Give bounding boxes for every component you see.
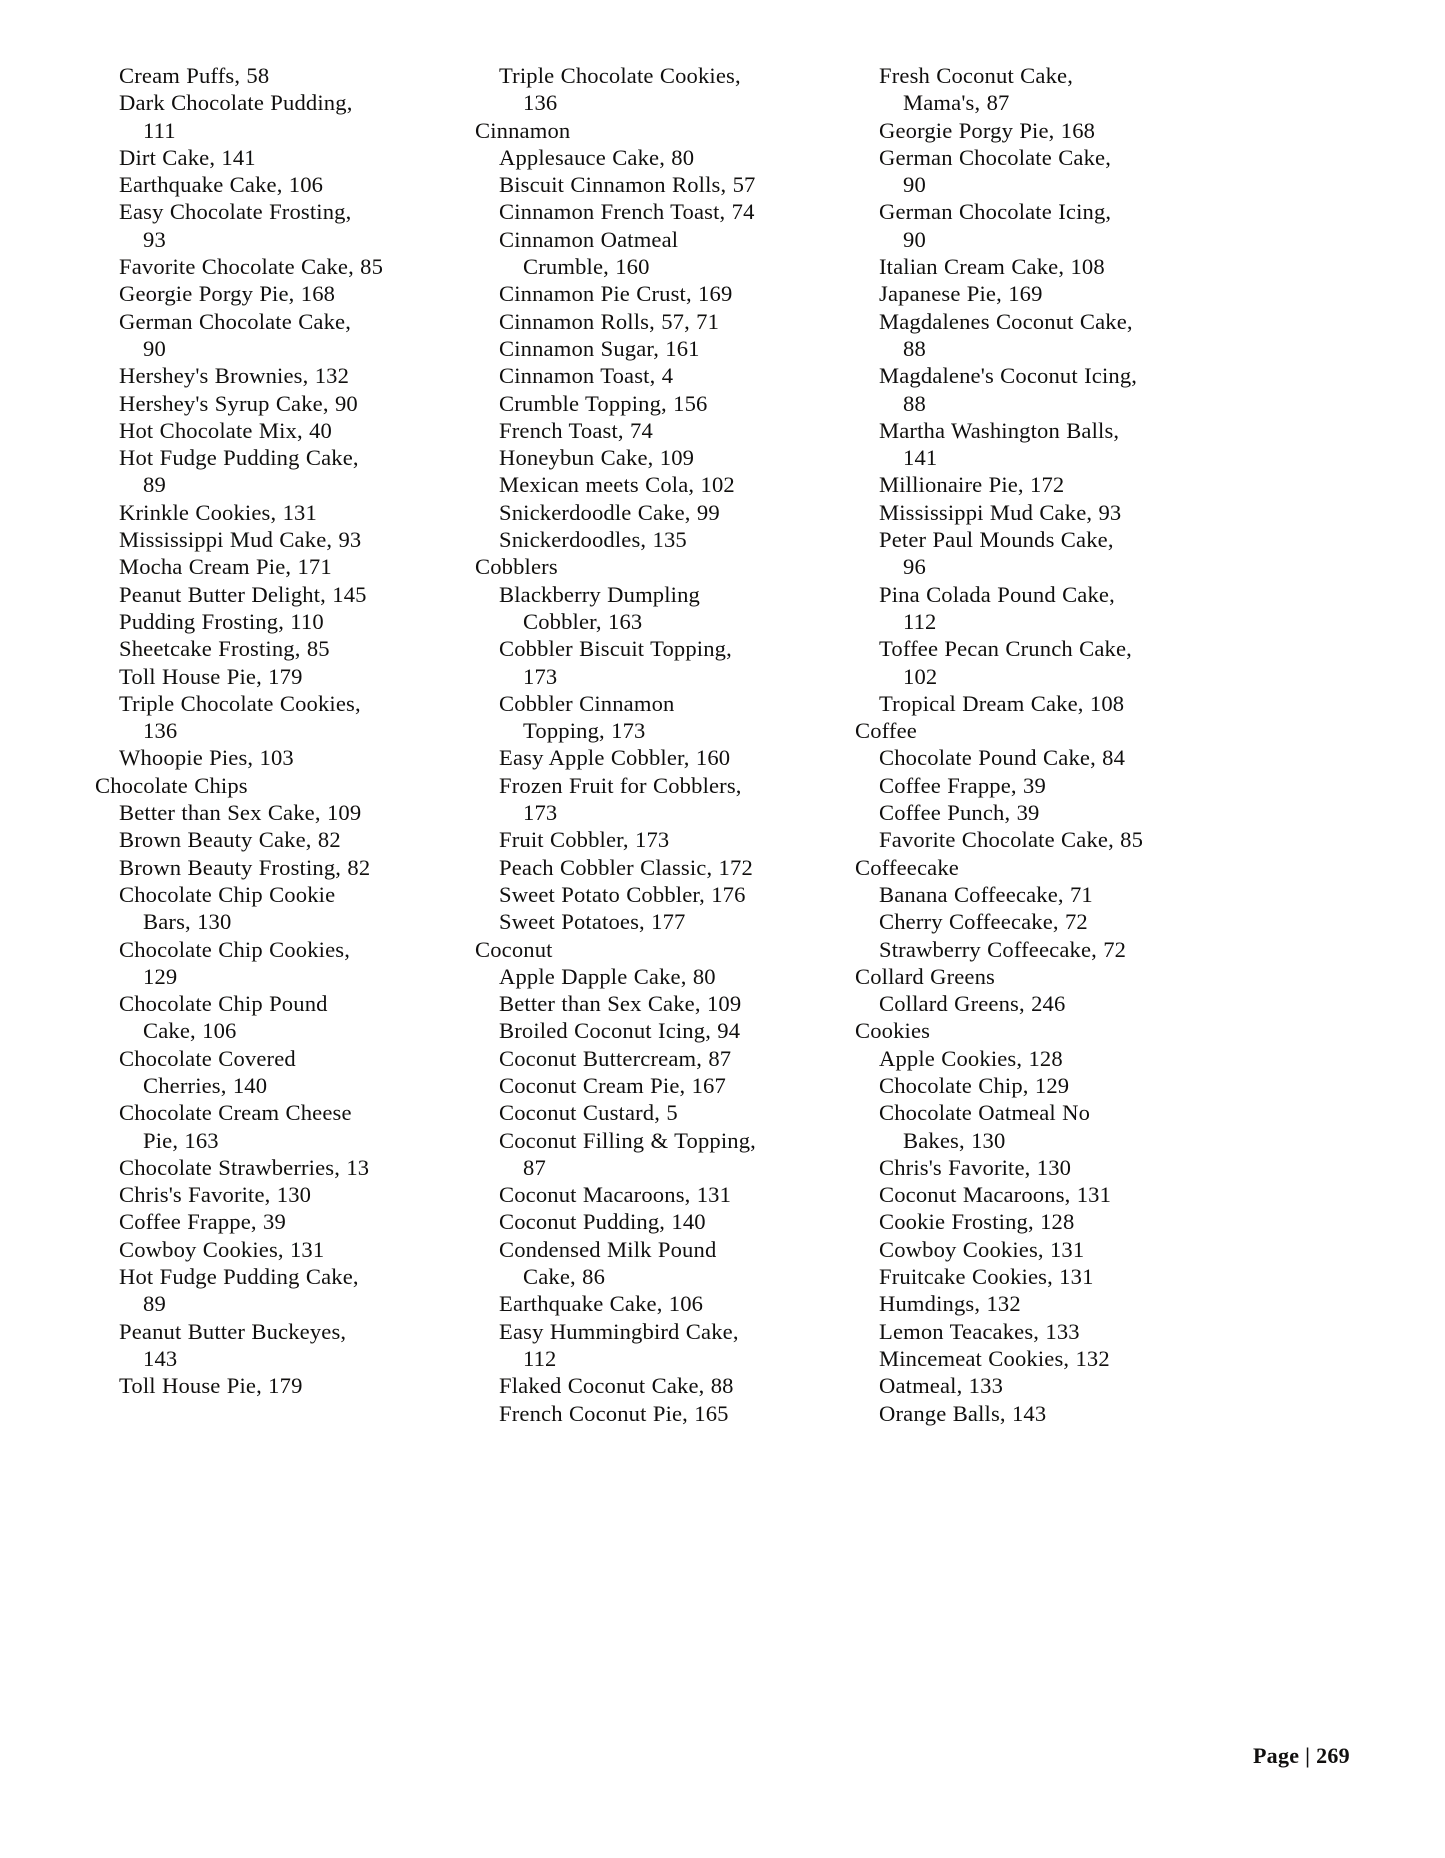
index-entry: [855, 744, 1229, 771]
index-entry-text: Krinkle Cookies, 131: [119, 499, 317, 525]
index-entry-text: Cobbler Cinnamon: [499, 690, 675, 716]
index-entry-continuation: 112: [903, 608, 937, 634]
index-entry: [475, 526, 849, 553]
index-entry: [95, 62, 469, 89]
index-entry-continuation: 112: [523, 1345, 557, 1371]
index-entry: [475, 362, 849, 389]
index-entry-text: Georgie Porgy Pie, 168: [119, 281, 336, 307]
index-entry: [855, 1072, 1229, 1099]
index-entry-text: Millionaire Pie, 172: [879, 472, 1065, 498]
index-entry-continuation: 129: [143, 963, 178, 989]
index-entry: [855, 908, 1229, 935]
index-entry-continuation: Mama's, 87: [903, 90, 1010, 116]
index-entry-text: Fresh Coconut Cake,: [879, 63, 1073, 88]
index-entry-text: Chocolate Chip Pound: [119, 991, 328, 1017]
index-entry-text: Mississippi Mud Cake, 93: [119, 527, 362, 553]
index-entry: [475, 390, 849, 417]
index-entry: [475, 963, 849, 990]
index-entry-text: Cobblers: [475, 554, 558, 580]
index-entry-continuation: 90: [903, 226, 926, 252]
page-footer: Page | 269: [1252, 1743, 1350, 1768]
index-category-heading: [855, 963, 1229, 990]
index-entry: [475, 1400, 849, 1427]
index-entry: [95, 1318, 469, 1373]
index-entry: [475, 1099, 849, 1126]
index-entry-text: Cowboy Cookies, 131: [119, 1236, 325, 1262]
index-entry-continuation: 173: [523, 800, 558, 826]
index-entry-text: Earthquake Cake, 106: [119, 172, 324, 198]
index-entry: [95, 826, 469, 853]
index-entry: [855, 990, 1229, 1017]
index-entry: [855, 1345, 1229, 1372]
index-entry-text: Hershey's Brownies, 132: [119, 363, 350, 389]
index-entry: [475, 581, 849, 636]
index-entry-text: Cinnamon Sugar, 161: [499, 335, 700, 361]
index-entry-text: Toffee Pecan Crunch Cake,: [879, 636, 1132, 662]
index-entry-text: Chocolate Chips: [95, 772, 248, 798]
index-entry-continuation: 88: [903, 390, 926, 416]
index-entry-continuation: 90: [143, 335, 166, 361]
index-entry-text: Georgie Porgy Pie, 168: [879, 117, 1096, 143]
index-entry-text: Martha Washington Balls,: [879, 417, 1120, 443]
index-entry-text: Triple Chocolate Cookies,: [119, 690, 361, 716]
index-entry-text: Collard Greens, 246: [879, 991, 1066, 1017]
index-entry-continuation: 141: [903, 445, 938, 471]
index-entry-continuation: 90: [903, 172, 926, 198]
index-entry-text: Japanese Pie, 169: [879, 281, 1043, 307]
index-entry-text: German Chocolate Cake,: [879, 144, 1112, 170]
index-entry-text: Hershey's Syrup Cake, 90: [119, 390, 358, 416]
index-entry: [855, 1400, 1229, 1427]
index-entry-text: Cobbler Biscuit Topping,: [499, 636, 732, 662]
index-entry: [475, 198, 849, 225]
index-entry-text: Chocolate Chip Cookies,: [119, 936, 350, 962]
index-entry-text: Chris's Favorite, 130: [119, 1182, 312, 1208]
index-entry: [475, 417, 849, 444]
index-entry-continuation: 111: [143, 117, 176, 143]
index-entry-text: German Chocolate Icing,: [879, 199, 1112, 225]
index-entry: [855, 62, 1229, 117]
index-entry-text: Better than Sex Cake, 109: [119, 800, 362, 826]
index-entry: [855, 581, 1229, 636]
index-entry: [475, 826, 849, 853]
index-entry-text: Cherry Coffeecake, 72: [879, 909, 1088, 935]
index-entry: [475, 171, 849, 198]
index-entry-text: Magdalene's Coconut Icing,: [879, 363, 1138, 389]
index-entry-continuation: Crumble, 160: [523, 254, 650, 280]
index-entry: [475, 1017, 849, 1044]
index-entry-text: Snickerdoodles, 135: [499, 527, 687, 553]
index-entry: [95, 990, 469, 1045]
index-entry: [855, 1045, 1229, 1072]
index-entry: [95, 1208, 469, 1235]
index-entry: [855, 799, 1229, 826]
index-entry-text: Sweet Potato Cobbler, 176: [499, 881, 746, 907]
index-entry-text: Hot Chocolate Mix, 40: [119, 417, 332, 443]
index-entry: [855, 526, 1229, 581]
index-entry: [475, 690, 849, 745]
index-entry: [475, 335, 849, 362]
index-entry: [475, 444, 849, 471]
index-entry: [475, 635, 849, 690]
index-entry: [855, 690, 1229, 717]
index-entry-text: Applesauce Cake, 80: [499, 144, 695, 170]
index-entry-continuation: Bakes, 130: [903, 1127, 1006, 1153]
index-entry-text: Easy Hummingbird Cake,: [499, 1318, 739, 1344]
index-entry: [95, 581, 469, 608]
index-entry: [95, 198, 469, 253]
index-entry-text: Coffee Punch, 39: [879, 800, 1040, 826]
index-entry-text: Toll House Pie, 179: [119, 1373, 303, 1399]
index-entry: [95, 854, 469, 881]
index-entry: [95, 1099, 469, 1154]
index-entry-text: Dirt Cake, 141: [119, 144, 256, 170]
index-entry-text: Triple Chocolate Cookies,: [499, 63, 741, 88]
index-entry-text: Fruit Cobbler, 173: [499, 827, 670, 853]
index-entry-text: Cinnamon Oatmeal: [499, 226, 679, 252]
index-entry: [855, 1181, 1229, 1208]
index-entry-text: Orange Balls, 143: [879, 1400, 1047, 1426]
index-entry-text: Coconut: [475, 936, 553, 962]
index-entry-text: Mexican meets Cola, 102: [499, 472, 735, 498]
index-entry-text: Apple Cookies, 128: [879, 1045, 1063, 1071]
index-entry-text: Coffee Frappe, 39: [119, 1209, 286, 1235]
index-entry-text: Chocolate Cream Cheese: [119, 1100, 352, 1126]
index-entry: [475, 772, 849, 827]
index-entry: [855, 280, 1229, 307]
index-entry-text: Cookies: [855, 1018, 931, 1044]
index-entry: [855, 471, 1229, 498]
index-entry: [855, 308, 1229, 363]
index-entry-continuation: Bars, 130: [143, 909, 232, 935]
index-entry-text: Coffee Frappe, 39: [879, 772, 1046, 798]
index-entry: [855, 1099, 1229, 1154]
index-entry-text: Chocolate Oatmeal No: [879, 1100, 1091, 1126]
index-entry: [475, 280, 849, 307]
index-entry-text: Hot Fudge Pudding Cake,: [119, 1264, 359, 1290]
index-entry: [475, 1290, 849, 1317]
index-entry-text: Snickerdoodle Cake, 99: [499, 499, 720, 525]
index-entry: [855, 772, 1229, 799]
index-entry-continuation: Cobbler, 163: [523, 608, 643, 634]
index-entry-text: Magdalenes Coconut Cake,: [879, 308, 1133, 334]
index-entry-text: Sheetcake Frosting, 85: [119, 636, 330, 662]
index-entry-text: Crumble Topping, 156: [499, 390, 708, 416]
index-entry-text: Sweet Potatoes, 177: [499, 909, 686, 935]
index-entry-text: Apple Dapple Cake, 80: [499, 963, 716, 989]
index-entry-text: Tropical Dream Cake, 108: [879, 690, 1125, 716]
index-entry: [475, 499, 849, 526]
index-entry-text: Coconut Buttercream, 87: [499, 1045, 732, 1071]
index-entry-continuation: 89: [143, 1291, 166, 1317]
index-entry: [95, 171, 469, 198]
index-entry-text: Peter Paul Mounds Cake,: [879, 527, 1114, 553]
index-entry-text: Mocha Cream Pie, 171: [119, 554, 332, 580]
index-entry: [475, 1208, 849, 1235]
column-3: [855, 62, 1229, 1427]
index-entry-continuation: 87: [523, 1154, 546, 1180]
index-entry-text: Mississippi Mud Cake, 93: [879, 499, 1122, 525]
index-entry: [475, 990, 849, 1017]
index-entry-continuation: 136: [523, 90, 558, 116]
index-columns: [95, 62, 1350, 1427]
index-entry: [475, 471, 849, 498]
index-entry-continuation: Topping, 173: [523, 718, 646, 744]
index-entry: [475, 1372, 849, 1399]
index-entry-text: Coffeecake: [855, 854, 959, 880]
index-entry: [95, 1045, 469, 1100]
index-entry: [95, 526, 469, 553]
index-entry-text: Mincemeat Cookies, 132: [879, 1345, 1110, 1371]
index-entry-text: Chocolate Covered: [119, 1045, 296, 1071]
index-entry: [95, 744, 469, 771]
index-entry-text: Strawberry Coffeecake, 72: [879, 936, 1127, 962]
index-entry: [475, 744, 849, 771]
index-entry-text: Coconut Custard, 5: [499, 1100, 678, 1126]
index-entry-text: Blackberry Dumpling: [499, 581, 701, 607]
index-category-heading: [475, 117, 849, 144]
index-entry-continuation: Cake, 86: [523, 1264, 606, 1290]
index-entry: [95, 1236, 469, 1263]
index-entry: [475, 308, 849, 335]
index-category-heading: [855, 854, 1229, 881]
index-entry: [95, 881, 469, 936]
index-entry-text: Chocolate Chip, 129: [879, 1072, 1070, 1098]
index-entry-text: Easy Chocolate Frosting,: [119, 199, 352, 225]
index-entry-text: Lemon Teacakes, 133: [879, 1318, 1080, 1344]
index-entry: [95, 936, 469, 991]
index-entry: [95, 635, 469, 662]
index-entry: [855, 499, 1229, 526]
index-entry-text: Coconut Cream Pie, 167: [499, 1072, 726, 1098]
column-2: [475, 62, 849, 1427]
index-entry-text: German Chocolate Cake,: [119, 308, 352, 334]
index-entry: [855, 417, 1229, 472]
index-category-heading: [855, 1017, 1229, 1044]
index-entry-text: Cream Puffs, 58: [119, 63, 270, 88]
index-entry-text: Coconut Filling & Topping,: [499, 1127, 756, 1153]
index-entry-continuation: 136: [143, 718, 178, 744]
index-entry-text: Earthquake Cake, 106: [499, 1291, 704, 1317]
index-category-heading: [95, 772, 469, 799]
index-entry-text: Cinnamon French Toast, 74: [499, 199, 755, 225]
index-entry: [475, 226, 849, 281]
index-entry-text: Easy Apple Cobbler, 160: [499, 745, 731, 771]
index-entry-text: Chris's Favorite, 130: [879, 1154, 1072, 1180]
index-entry: [95, 499, 469, 526]
index-entry: [475, 881, 849, 908]
index-entry-text: Pina Colada Pound Cake,: [879, 581, 1115, 607]
index-entry: [95, 1263, 469, 1318]
index-entry: [95, 390, 469, 417]
index-entry: [855, 198, 1229, 253]
index-entry-text: Banana Coffeecake, 71: [879, 881, 1093, 907]
index-entry-text: Brown Beauty Frosting, 82: [119, 854, 371, 880]
index-entry: [95, 799, 469, 826]
index-entry: [855, 144, 1229, 199]
index-entry: [855, 117, 1229, 144]
index-entry-text: Chocolate Chip Cookie: [119, 881, 336, 907]
index-entry-text: Coffee: [855, 718, 917, 744]
index-entry: [95, 280, 469, 307]
index-entry-text: Honeybun Cake, 109: [499, 445, 695, 471]
index-entry: [475, 908, 849, 935]
index-entry-continuation: 143: [143, 1345, 178, 1371]
index-entry: [95, 308, 469, 363]
index-entry-text: Humdings, 132: [879, 1291, 1021, 1317]
index-entry-text: Hot Fudge Pudding Cake,: [119, 445, 359, 471]
index-entry-text: Flaked Coconut Cake, 88: [499, 1373, 734, 1399]
index-entry-continuation: 96: [903, 554, 926, 580]
index-entry: [855, 1372, 1229, 1399]
index-entry-text: Chocolate Pound Cake, 84: [879, 745, 1126, 771]
index-entry: [95, 1372, 469, 1399]
index-entry: [475, 62, 849, 117]
index-entry-text: Italian Cream Cake, 108: [879, 254, 1105, 280]
index-entry-text: Oatmeal, 133: [879, 1373, 1004, 1399]
index-entry: [855, 936, 1229, 963]
index-entry: [95, 690, 469, 745]
index-entry: [855, 1318, 1229, 1345]
index-category-heading: [475, 553, 849, 580]
index-entry: [95, 444, 469, 499]
index-entry-continuation: Cherries, 140: [143, 1072, 268, 1098]
index-entry: [475, 1127, 849, 1182]
index-entry-text: Cinnamon Toast, 4: [499, 363, 674, 389]
index-entry-text: Dark Chocolate Pudding,: [119, 90, 353, 116]
index-entry-text: Brown Beauty Cake, 82: [119, 827, 341, 853]
index-entry: [95, 253, 469, 280]
index-entry-text: Peanut Butter Delight, 145: [119, 581, 367, 607]
index-entry-text: Collard Greens: [855, 963, 996, 989]
index-entry-text: Frozen Fruit for Cobblers,: [499, 772, 742, 798]
index-entry: [475, 1236, 849, 1291]
index-entry-text: Fruitcake Cookies, 131: [879, 1264, 1094, 1290]
index-entry-text: Cinnamon Pie Crust, 169: [499, 281, 733, 307]
index-entry-continuation: 93: [143, 226, 166, 252]
column-1: [95, 62, 469, 1400]
index-entry: [475, 1072, 849, 1099]
index-entry-continuation: 89: [143, 472, 166, 498]
index-category-heading: [475, 936, 849, 963]
index-entry: [855, 1236, 1229, 1263]
index-entry: [475, 144, 849, 171]
index-entry: [855, 1263, 1229, 1290]
index-entry: [95, 89, 469, 144]
index-entry: [855, 826, 1229, 853]
index-entry-text: Chocolate Strawberries, 13: [119, 1154, 370, 1180]
index-entry-continuation: 102: [903, 663, 938, 689]
index-entry-text: Favorite Chocolate Cake, 85: [119, 254, 384, 280]
index-entry: [95, 144, 469, 171]
index-entry-continuation: 173: [523, 663, 558, 689]
index-entry-text: Cowboy Cookies, 131: [879, 1236, 1085, 1262]
index-entry: [475, 1045, 849, 1072]
index-entry-continuation: 88: [903, 335, 926, 361]
index-entry-text: French Coconut Pie, 165: [499, 1400, 729, 1426]
index-entry-text: Coconut Pudding, 140: [499, 1209, 706, 1235]
index-entry: [95, 417, 469, 444]
index-entry-text: Coconut Macaroons, 131: [879, 1182, 1112, 1208]
index-entry: [855, 635, 1229, 690]
index-entry-text: Biscuit Cinnamon Rolls, 57: [499, 172, 756, 198]
index-entry-text: Peanut Butter Buckeyes,: [119, 1318, 347, 1344]
index-entry-text: Whoopie Pies, 103: [119, 745, 294, 771]
index-entry: [95, 663, 469, 690]
index-entry-text: Condensed Milk Pound: [499, 1236, 717, 1262]
index-entry-text: Toll House Pie, 179: [119, 663, 303, 689]
index-entry: [855, 1290, 1229, 1317]
index-entry-continuation: Pie, 163: [143, 1127, 219, 1153]
index-entry: [855, 253, 1229, 280]
index-entry: [855, 362, 1229, 417]
index-entry-text: Coconut Macaroons, 131: [499, 1182, 732, 1208]
index-category-heading: [855, 717, 1229, 744]
index-entry-text: Pudding Frosting, 110: [119, 608, 324, 634]
index-entry-text: Cookie Frosting, 128: [879, 1209, 1075, 1235]
index-entry: [475, 854, 849, 881]
index-entry: [855, 881, 1229, 908]
index-entry-text: Favorite Chocolate Cake, 85: [879, 827, 1144, 853]
index-entry: [95, 553, 469, 580]
index-entry: [855, 1154, 1229, 1181]
index-entry: [95, 1154, 469, 1181]
index-entry: [95, 362, 469, 389]
index-entry: [95, 608, 469, 635]
index-entry: [95, 1181, 469, 1208]
index-entry-text: French Toast, 74: [499, 417, 653, 443]
index-entry-text: Cinnamon Rolls, 57, 71: [499, 308, 720, 334]
index-entry-text: Better than Sex Cake, 109: [499, 991, 742, 1017]
index-entry: [475, 1318, 849, 1373]
index-entry-continuation: Cake, 106: [143, 1018, 237, 1044]
index-entry-text: Cinnamon: [475, 117, 571, 143]
index-entry: [475, 1181, 849, 1208]
index-entry-text: Peach Cobbler Classic, 172: [499, 854, 753, 880]
index-entry: [855, 1208, 1229, 1235]
index-entry-text: Broiled Coconut Icing, 94: [499, 1018, 741, 1044]
